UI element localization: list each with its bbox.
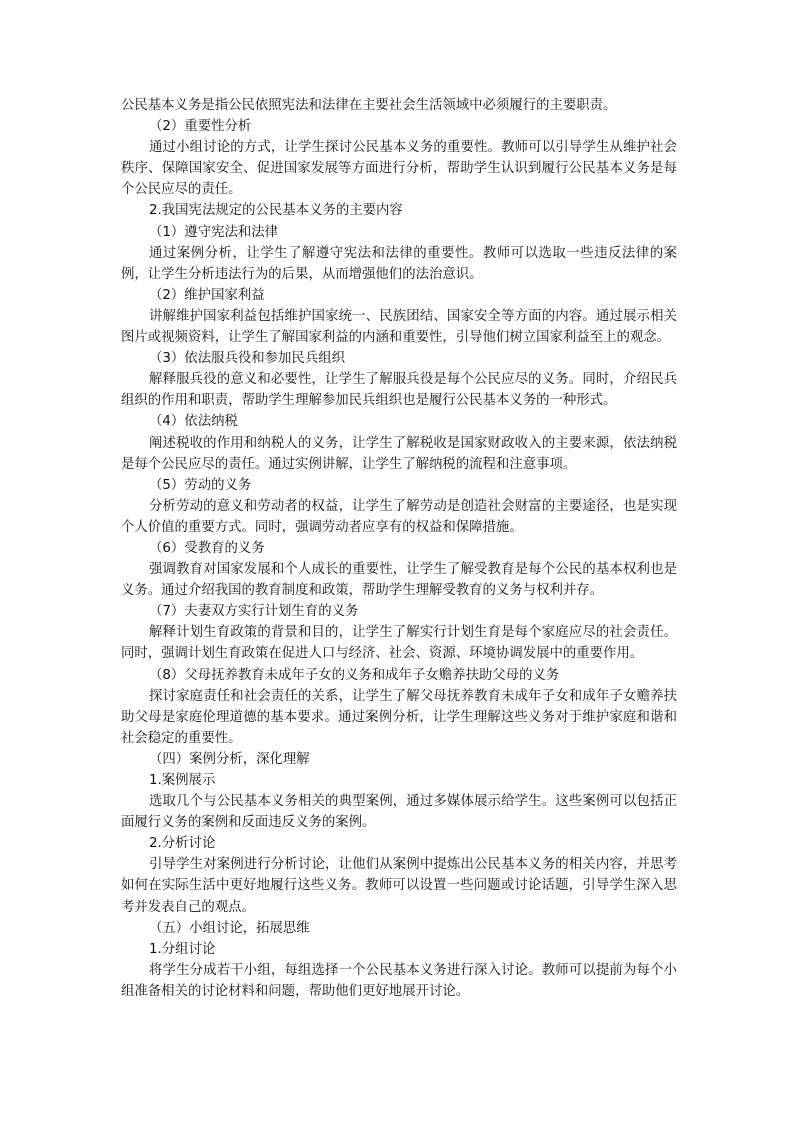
section-heading: （5）劳动的义务 — [149, 477, 252, 493]
section-heading: （6）受教育的义务 — [149, 540, 265, 556]
section-heading: （8）父母抚养教育未成年子女的义务和成年子女赡养扶助父母的义务 — [149, 667, 560, 683]
paragraph: 引导学生对案例进行分析讨论，让他们从案例中提炼出公民基本义务的相关内容，并思考如何在实际生活中更好地履行这些义务。教师可以设置一些问题或讨论话题，引导学生深入思考并发表自己的观点。 — [121, 857, 677, 915]
section-heading: （2）维护国家利益 — [149, 287, 265, 303]
section-heading: （2）重要性分析 — [149, 119, 252, 135]
paragraph: 选取几个与公民基本义务相关的典型案例，通过多媒体展示给学生。这些案例可以包括正面履行义务的案例和反面违反义务的案例。 — [121, 794, 677, 831]
paragraph: 通过小组讨论的方式，让学生探讨公民基本义务的重要性。教师可以引导学生从维护社会秩序、保障国家安全、促进国家发展等方面进行分析，帮助学生认识到履行公民基本义务是每个公民应尽的责任。 — [121, 140, 677, 198]
section-heading: （4）依法纳税 — [149, 414, 238, 430]
section-heading: 2.分析讨论 — [149, 836, 216, 852]
paragraph: 解释计划生育政策的背景和目的，让学生了解实行计划生育是每个家庭应尽的社会责任。同时，强调计划生育政策在促进人口与经济、社会、资源、环境协调发展中的重要作用。 — [121, 625, 677, 662]
paragraph: 将学生分成若干小组，每组选择一个公民基本义务进行深入讨论。教师可以提前为每个小组准备相关的讨论材料和问题，帮助他们更好地展开讨论。 — [121, 962, 677, 999]
paragraph: 分析劳动的意义和劳动者的权益，让学生了解劳动是创造社会财富的主要途径，也是实现个人价值的重要方式。同时，强调劳动者应享有的权益和保障措施。 — [121, 498, 677, 535]
paragraph: 强调教育对国家发展和个人成长的重要性，让学生了解受教育是每个公民的基本权利也是义务。通过介绍我国的教育制度和政策，帮助学生理解受教育的义务与权利并存。 — [121, 562, 677, 599]
section-heading: 2.我国宪法规定的公民基本义务的主要内容 — [149, 203, 403, 219]
section-heading: （四）案例分析，深化理解 — [149, 751, 310, 767]
paragraph: 讲解维护国家利益包括维护国家统一、民族团结、国家安全等方面的内容。通过展示相关图片或视频资料，让学生了解国家利益的内涵和重要性，引导他们树立国家利益至上的观念。 — [121, 308, 677, 346]
paragraph: 解释服兵役的意义和必要性，让学生了解服兵役是每个公民应尽的义务。同时，介绍民兵组织的作用和职责，帮助学生理解参加民兵组织也是履行公民基本义务的一种形式。 — [121, 372, 677, 409]
section-heading: 1.分组讨论 — [149, 941, 216, 957]
paragraph: 探讨家庭责任和社会责任的关系，让学生了解父母抚养教育未成年子女和成年子女赡养扶助父母是家庭伦理道德的基本要求。通过案例分析，让学生理解这些义务对于维护家庭和谐和社会稳定的重要性。 — [121, 688, 677, 746]
paragraph: 公民基本义务是指公民依照宪法和法律在主要社会生活领域中必须履行的主要职责。 — [121, 98, 617, 113]
section-heading: （3）依法服兵役和参加民兵组织 — [149, 351, 345, 367]
document-page — [121, 95, 677, 1002]
paragraph: 阐述税收的作用和纳税人的义务，让学生了解税收是国家财政收入的主要来源，依法纳税是每个公民应尽的责任。通过实例讲解，让学生了解纳税的流程和注意事项。 — [121, 435, 677, 472]
paragraph: 通过案例分析，让学生了解遵守宪法和法律的重要性。教师可以选取一些违反法律的案例，让学生分析违法行为的后果，从而增强他们的法治意识。 — [121, 245, 677, 282]
section-heading: （1）遵守宪法和法律 — [149, 224, 279, 240]
section-heading: 1.案例展示 — [149, 773, 216, 788]
section-heading: （五）小组讨论，拓展思维 — [149, 920, 310, 936]
section-heading: （7）夫妻双方实行计划生育的义务 — [149, 604, 359, 620]
